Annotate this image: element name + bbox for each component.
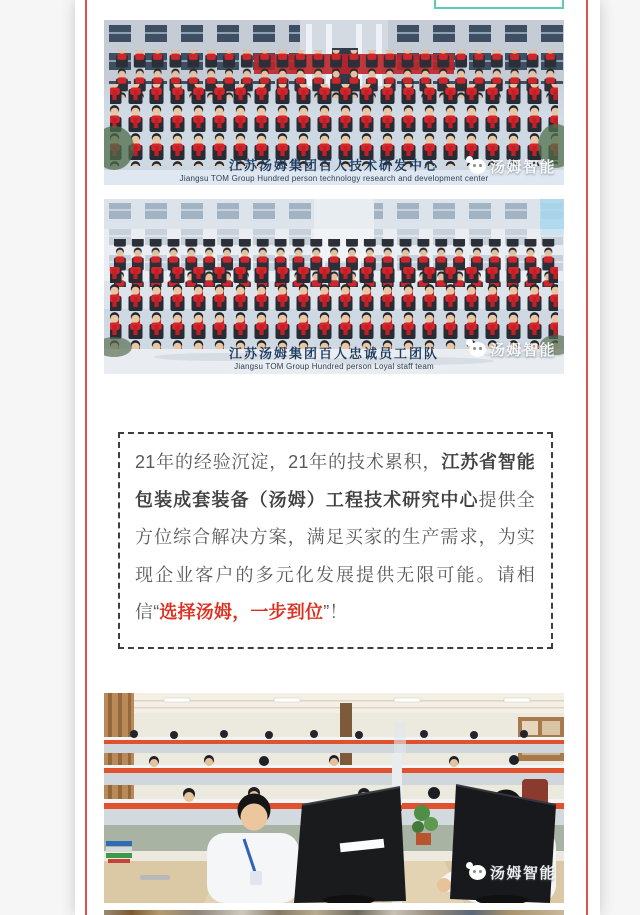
photo-caption-en: Jiangsu TOM Group Hundred person technology research and development center [179, 173, 489, 183]
photo-caption-en: Jiangsu TOM Group Hundred person Loyal staff team [234, 361, 434, 371]
group-photo-loyal-team[interactable] [104, 199, 564, 374]
watermark [469, 339, 556, 360]
watermark [469, 156, 556, 177]
watermark-logo-icon [469, 159, 486, 174]
crowd-rows [110, 50, 558, 168]
page-frame-right-line [586, 0, 588, 915]
watermark-logo-icon [469, 342, 486, 357]
top-cut-off-button[interactable] [434, 0, 564, 9]
group-photo-rd-center[interactable] [104, 20, 564, 185]
intro-seg-bold: 江苏省智能包装成套装备（汤姆）工程技术研究中心 [135, 452, 535, 510]
intro-seg-5: ”！ [323, 602, 348, 622]
intro-seg-3: 提供全方位综合解决方案，满足买家的生产需求，为实现企业客户的多元化发展提供无限可能。请相信“ [135, 489, 535, 622]
watermark [469, 862, 556, 883]
intro-text-box [118, 432, 553, 649]
watermark-text: 汤姆智能 [489, 159, 556, 176]
office-photo[interactable] [104, 693, 564, 903]
watermark-logo-icon [469, 865, 486, 880]
monitor-right [450, 785, 556, 903]
intro-paragraph [135, 444, 535, 632]
watermark-text: 汤姆智能 [489, 865, 556, 882]
crowd-rows [110, 239, 558, 351]
watermark-text: 汤姆智能 [489, 342, 556, 359]
photo-caption-zh: 江苏汤姆集团百人技术研发中心 [228, 157, 439, 173]
next-photo-partial[interactable] [104, 910, 564, 915]
intro-seg-1: 21年的经验沉淀，21年的技术累积， [135, 452, 442, 472]
ceiling [104, 693, 564, 713]
photo-caption-zh: 江苏汤姆集团百人忠诚员工团队 [228, 345, 439, 361]
intro-seg-red-slogan: 选择汤姆，一步到位 [159, 602, 324, 622]
page-frame-left-line [85, 0, 87, 915]
